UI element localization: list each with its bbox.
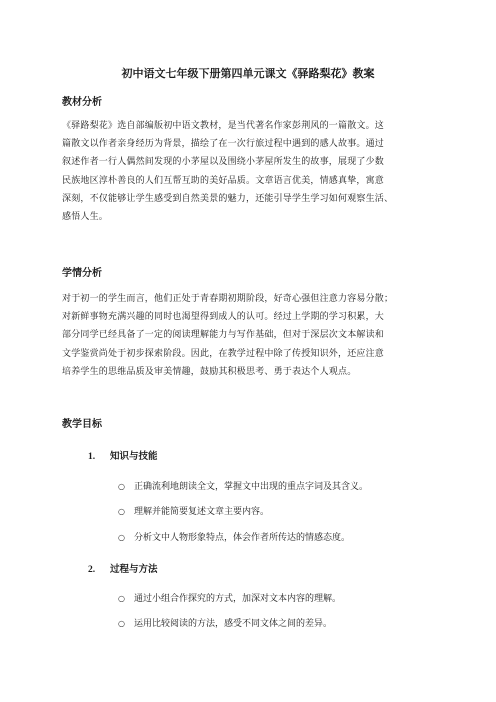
section-heading-students: 学情分析 bbox=[62, 268, 102, 279]
bullet-text: 正确流利地朗读全文，掌握文中出现的重点字词及其含义。 bbox=[134, 482, 369, 492]
goal-item-knowledge bbox=[88, 450, 158, 464]
paragraph-line: 民族地区淳朴善良的人们互帮互助的美好品质。文章语言优美，情感真挚，寓意 bbox=[62, 175, 385, 186]
goal-item-process bbox=[88, 563, 158, 577]
paragraph-line: 对新鲜事物充满兴趣的同时也渴望得到成人的认可。经过上学期的学习积累，大 bbox=[62, 312, 385, 323]
circle-bullet-icon: ○ bbox=[118, 619, 125, 628]
section-heading-material: 教材分析 bbox=[62, 97, 102, 108]
circle-bullet-icon: ○ bbox=[118, 533, 125, 542]
paragraph-line: 篇散文以作者亲身经历为背景，描绘了在一次行旅过程中遇到的感人故事。通过 bbox=[62, 139, 385, 150]
paragraph-line: 叙述作者一行人偶然间发现的小茅屋以及围绕小茅屋所发生的故事，展现了少数 bbox=[62, 157, 385, 168]
circle-bullet-icon: ○ bbox=[118, 482, 125, 491]
circle-bullet-icon: ○ bbox=[118, 507, 125, 516]
list-item bbox=[118, 480, 368, 494]
paragraph-line: 《驿路梨花》选自部编版初中语文教材，是当代著名作家彭荆风的一篇散文。这 bbox=[62, 121, 385, 131]
circle-bullet-icon: ○ bbox=[118, 594, 125, 603]
paragraph-line: 感悟人生。 bbox=[62, 212, 109, 223]
paragraph-line: 部分同学已经具备了一定的阅读理解能力与写作基础，但对于深层次文本解读和 bbox=[62, 330, 385, 341]
list-number: 2. bbox=[88, 565, 96, 575]
paragraph-line: 文学鉴赏尚处于初步探索阶段。因此，在教学过程中除了传授知识外，还应注意 bbox=[62, 348, 385, 359]
list-number: 1. bbox=[88, 452, 96, 462]
list-item bbox=[118, 531, 350, 545]
paragraph-line: 深刻，不仅能够让学生感受到自然美景的魅力，还能引导学生学习如何观察生活、 bbox=[62, 193, 394, 204]
list-item bbox=[118, 592, 341, 606]
material-paragraph bbox=[62, 117, 434, 226]
section-heading-goals: 教学目标 bbox=[62, 419, 102, 430]
paragraph-line: 培养学生的思维品质及审美情趣，鼓励其积极思考、勇于表达个人观点。 bbox=[62, 366, 357, 377]
bullet-text: 理解并能简要复述文章主要内容。 bbox=[134, 507, 270, 517]
paragraph-line: 对于初一的学生而言，他们正处于青春期初期阶段，好奇心强但注意力容易分散； bbox=[62, 294, 394, 304]
document-title: 初中语文七年级下册第四单元课文《驿路梨花》教案 bbox=[121, 67, 375, 80]
bullet-text: 通过小组合作探究的方式，加深对文本内容的理解。 bbox=[134, 594, 342, 604]
goal-label: 过程与方法 bbox=[110, 564, 158, 575]
bullet-text: 运用比较阅读的方法，感受不同文体之间的差异。 bbox=[134, 619, 333, 629]
bullet-text: 分析文中人物形象特点，体会作者所传达的情感态度。 bbox=[134, 533, 351, 543]
list-item bbox=[118, 617, 332, 631]
goal-label: 知识与技能 bbox=[110, 451, 158, 462]
students-paragraph bbox=[62, 290, 434, 381]
list-item bbox=[118, 505, 269, 519]
